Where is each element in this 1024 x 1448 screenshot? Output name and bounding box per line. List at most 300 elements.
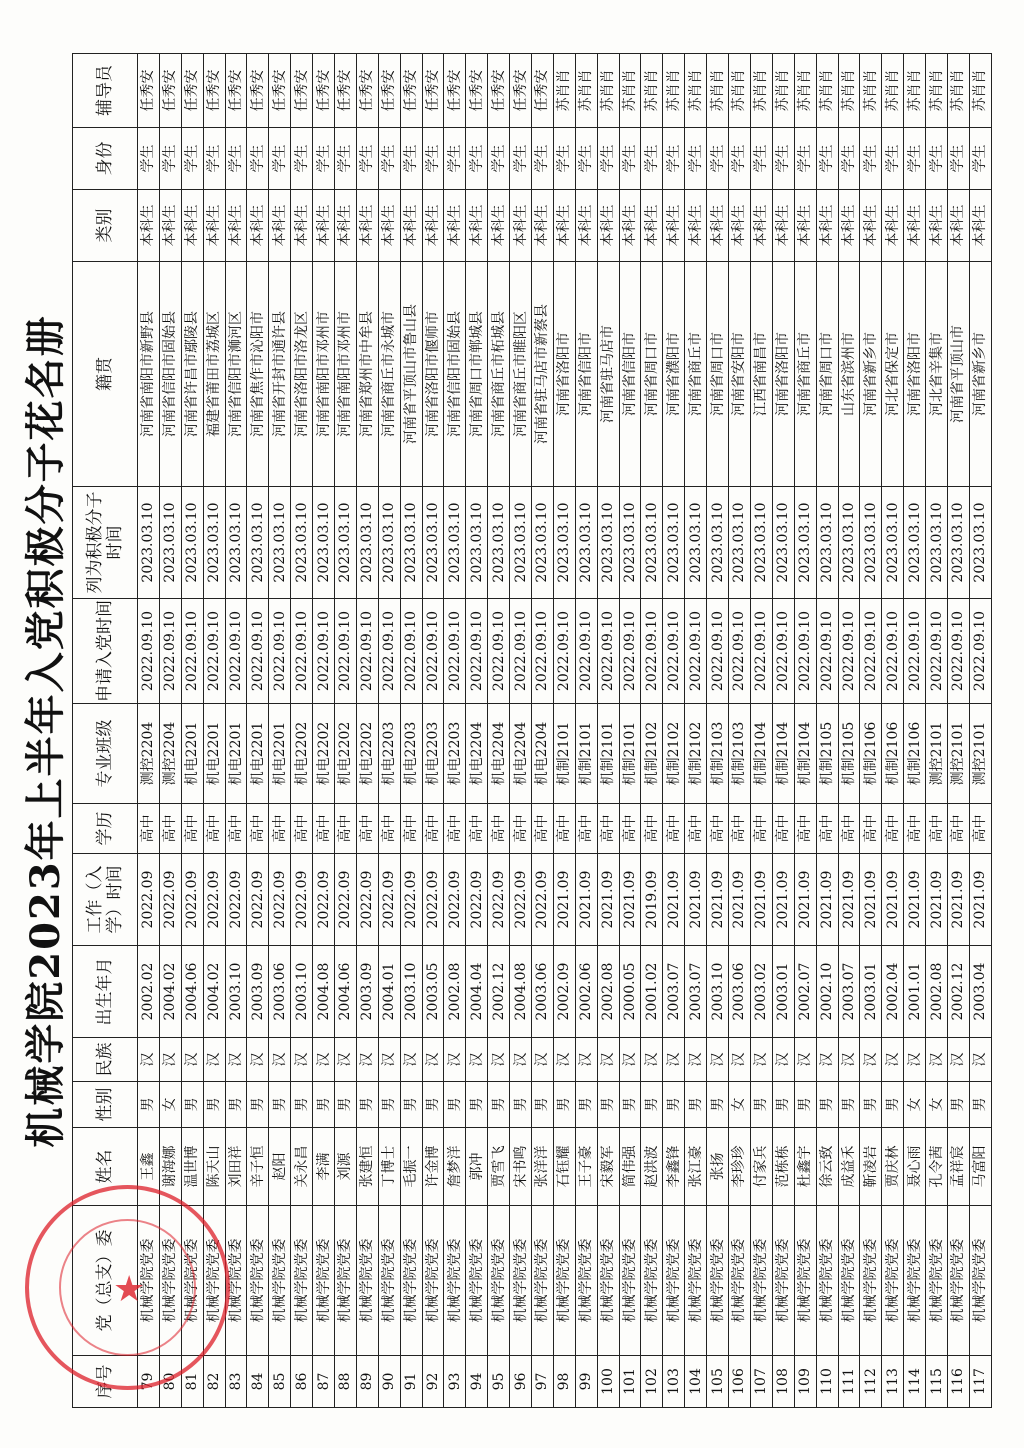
table-cell: 高中 (138, 804, 160, 854)
table-cell: 学生 (203, 128, 225, 190)
table-cell: 测控2101 (926, 704, 948, 804)
table-cell: 2022.09 (356, 854, 378, 946)
table-cell: 2023.03.10 (969, 487, 991, 599)
table-row (860, 54, 882, 1408)
table-row (203, 54, 225, 1408)
table-cell: 机制2101 (597, 704, 619, 804)
table-cell: 2002.02 (138, 946, 160, 1038)
table-cell: 学生 (225, 128, 247, 190)
table-cell: 高中 (707, 804, 729, 854)
table-cell: 本科生 (444, 190, 466, 262)
table-cell: 苏肖肖 (619, 54, 641, 128)
table-cell: 男 (882, 1082, 904, 1128)
table-cell: 2003.01 (772, 946, 794, 1038)
table-cell: 学生 (904, 128, 926, 190)
table-cell: 高中 (422, 804, 444, 854)
table-cell: 测控2204 (159, 704, 181, 804)
table-cell: 本科生 (335, 190, 357, 262)
table-cell: 2023.03.10 (422, 487, 444, 599)
table-cell: 苏肖肖 (575, 54, 597, 128)
table-cell: 95 (488, 1356, 510, 1408)
table-cell: 男 (335, 1082, 357, 1128)
table-cell: 本科生 (225, 190, 247, 262)
table-cell: 学生 (378, 128, 400, 190)
table-cell: 高中 (969, 804, 991, 854)
table-cell: 孔令茜 (926, 1128, 948, 1206)
table-cell: 汉 (750, 1038, 772, 1082)
table-cell: 99 (575, 1356, 597, 1408)
table-cell: 2023.03.10 (335, 487, 357, 599)
table-cell: 男 (269, 1082, 291, 1128)
table-cell: 机械学院党委 (575, 1206, 597, 1356)
table-cell: 2003.10 (291, 946, 313, 1038)
table-cell: 2022.09 (488, 854, 510, 946)
table-cell: 机电2204 (510, 704, 532, 804)
table-cell: 河南省驻马店市新蔡县 (532, 262, 554, 487)
table-cell: 高中 (619, 804, 641, 854)
table-cell: 2023.03.10 (356, 487, 378, 599)
table-cell: 2002.07 (794, 946, 816, 1038)
table-cell: 苏肖肖 (641, 54, 663, 128)
table-cell: 2021.09 (816, 854, 838, 946)
table-cell: 汉 (729, 1038, 751, 1082)
table-cell: 2023.03.10 (641, 487, 663, 599)
table-cell: 高中 (181, 804, 203, 854)
table-cell: 2002.12 (947, 946, 969, 1038)
table-cell: 学生 (882, 128, 904, 190)
table-cell: 王子豪 (575, 1128, 597, 1206)
table-cell: 115 (926, 1356, 948, 1408)
table-cell: 2001.02 (641, 946, 663, 1038)
table-cell: 河北省保定市 (882, 262, 904, 487)
table-cell: 2021.09 (663, 854, 685, 946)
table-cell: 男 (510, 1082, 532, 1128)
table-cell: 本科生 (356, 190, 378, 262)
table-cell: 98 (553, 1356, 575, 1408)
column-header: 民族 (73, 1038, 138, 1082)
table-cell: 河南省新乡市 (969, 262, 991, 487)
table-cell: 2021.09 (575, 854, 597, 946)
table-cell: 2022.09 (444, 854, 466, 946)
table-cell: 机制2104 (772, 704, 794, 804)
table-cell: 101 (619, 1356, 641, 1408)
table-cell: 2019.09 (641, 854, 663, 946)
table-row (422, 54, 444, 1408)
table-row (400, 54, 422, 1408)
table-cell: 机械学院党委 (269, 1206, 291, 1356)
table-cell: 男 (466, 1082, 488, 1128)
table-cell: 机制2103 (729, 704, 751, 804)
table-cell: 本科生 (203, 190, 225, 262)
table-cell: 学生 (247, 128, 269, 190)
table-cell: 83 (225, 1356, 247, 1408)
table-cell: 学生 (422, 128, 444, 190)
table-row (838, 54, 860, 1408)
table-cell: 84 (247, 1356, 269, 1408)
table-cell: 92 (422, 1356, 444, 1408)
column-header: 工作（入学）时间 (73, 854, 138, 946)
table-cell: 87 (313, 1356, 335, 1408)
table-cell: 机械学院党委 (291, 1206, 313, 1356)
table-cell: 2004.08 (313, 946, 335, 1038)
table-cell: 学生 (488, 128, 510, 190)
rotated-sheet (22, 54, 989, 1408)
table-row (707, 54, 729, 1408)
table-cell: 2022.09.10 (269, 599, 291, 704)
table-cell: 2022.09.10 (203, 599, 225, 704)
table-cell: 80 (159, 1356, 181, 1408)
table-cell: 汉 (203, 1038, 225, 1082)
table-cell: 2022.09.10 (816, 599, 838, 704)
table-cell: 河南省新乡市 (860, 262, 882, 487)
table-cell: 2022.09 (225, 854, 247, 946)
table-cell: 河南省平顶山市鲁山县 (400, 262, 422, 487)
table-cell: 山东省滨州市 (838, 262, 860, 487)
table-cell: 本科生 (181, 190, 203, 262)
column-header: 身份 (73, 128, 138, 190)
table-cell: 机制2103 (707, 704, 729, 804)
table-cell: 男 (225, 1082, 247, 1128)
table-cell: 学生 (532, 128, 554, 190)
table-cell: 2023.03.10 (466, 487, 488, 599)
table-cell: 2003.10 (225, 946, 247, 1038)
table-cell: 2022.09 (335, 854, 357, 946)
table-cell: 2023.03.10 (181, 487, 203, 599)
table-cell: 机械学院党委 (904, 1206, 926, 1356)
table-cell: 2023.03.10 (926, 487, 948, 599)
table-cell: 本科生 (641, 190, 663, 262)
table-cell: 机械学院党委 (466, 1206, 488, 1356)
table-body (138, 54, 992, 1408)
table-cell: 本科生 (794, 190, 816, 262)
table-cell: 机制2105 (816, 704, 838, 804)
table-cell: 2003.06 (532, 946, 554, 1038)
star-icon: ★ (113, 1269, 146, 1310)
table-cell: 105 (707, 1356, 729, 1408)
table-cell: 宋书鸣 (510, 1128, 532, 1206)
table-cell: 2004.02 (203, 946, 225, 1038)
table-cell: 2022.09 (378, 854, 400, 946)
table-cell: 河南省安阳市 (729, 262, 751, 487)
table-cell: 河南省平顶山市 (947, 262, 969, 487)
table-cell: 任秀安 (225, 54, 247, 128)
table-cell: 高中 (838, 804, 860, 854)
table-cell: 机制2101 (553, 704, 575, 804)
table-cell: 2002.06 (575, 946, 597, 1038)
table-cell: 学生 (597, 128, 619, 190)
table-cell: 高中 (816, 804, 838, 854)
table-cell: 机械学院党委 (400, 1206, 422, 1356)
table-cell: 111 (838, 1356, 860, 1408)
table-cell: 2002.08 (444, 946, 466, 1038)
table-cell: 宋毅军 (597, 1128, 619, 1206)
table-cell: 2003.09 (356, 946, 378, 1038)
table-cell: 机电2201 (269, 704, 291, 804)
table-cell: 机械学院党委 (553, 1206, 575, 1356)
table-row (750, 54, 772, 1408)
table-cell: 86 (291, 1356, 313, 1408)
table-cell: 机电2203 (422, 704, 444, 804)
table-cell: 学生 (663, 128, 685, 190)
table-cell: 学生 (444, 128, 466, 190)
table-cell: 本科生 (400, 190, 422, 262)
table-row (291, 54, 313, 1408)
table-cell: 机械学院党委 (356, 1206, 378, 1356)
table-cell: 本科生 (378, 190, 400, 262)
table-cell: 机电2202 (356, 704, 378, 804)
table-cell: 2002.12 (488, 946, 510, 1038)
table-cell: 机电2201 (225, 704, 247, 804)
table-cell: 女 (159, 1082, 181, 1128)
table-cell: 2023.03.10 (291, 487, 313, 599)
table-row (904, 54, 926, 1408)
table-cell: 徐云致 (816, 1128, 838, 1206)
table-cell: 2022.09.10 (510, 599, 532, 704)
table-cell: 汉 (335, 1038, 357, 1082)
table-cell: 机械学院党委 (619, 1206, 641, 1356)
table-cell: 机械学院党委 (225, 1206, 247, 1356)
table-cell: 2002.08 (597, 946, 619, 1038)
table-cell: 2022.09 (138, 854, 160, 946)
table-cell: 贾庆林 (882, 1128, 904, 1206)
table-cell: 河南省信阳市 (619, 262, 641, 487)
table-cell: 机械学院党委 (969, 1206, 991, 1356)
table-cell: 2023.03.10 (729, 487, 751, 599)
table-cell: 河南省信阳市 (575, 262, 597, 487)
table-cell: 103 (663, 1356, 685, 1408)
table-cell: 本科生 (575, 190, 597, 262)
table-cell: 男 (203, 1082, 225, 1128)
table-cell: 机电2201 (181, 704, 203, 804)
table-cell: 110 (816, 1356, 838, 1408)
table-cell: 2023.03.10 (510, 487, 532, 599)
table-cell: 本科生 (685, 190, 707, 262)
table-cell: 机电2204 (488, 704, 510, 804)
table-cell: 2004.04 (466, 946, 488, 1038)
table-cell: 2003.10 (400, 946, 422, 1038)
table-cell: 2022.09.10 (488, 599, 510, 704)
table-cell: 高中 (860, 804, 882, 854)
table-cell: 学生 (750, 128, 772, 190)
table-cell: 2003.01 (860, 946, 882, 1038)
table-cell: 2022.09.10 (750, 599, 772, 704)
table-cell: 高中 (904, 804, 926, 854)
table-cell: 男 (138, 1082, 160, 1128)
table-cell: 2003.07 (685, 946, 707, 1038)
table-cell: 郭冲 (466, 1128, 488, 1206)
table-cell: 谢海娜 (159, 1128, 181, 1206)
table-cell: 汉 (400, 1038, 422, 1082)
table-cell: 学生 (619, 128, 641, 190)
table-cell: 汉 (947, 1038, 969, 1082)
table-cell: 本科生 (159, 190, 181, 262)
table-cell: 毛振一 (400, 1128, 422, 1206)
table-row (335, 54, 357, 1408)
table-cell: 本科生 (532, 190, 554, 262)
table-cell: 2004.02 (159, 946, 181, 1038)
table-cell: 聂心雨 (904, 1128, 926, 1206)
table-cell: 2021.09 (969, 854, 991, 946)
table-cell: 丁博士 (378, 1128, 400, 1206)
table-cell: 2021.09 (729, 854, 751, 946)
table-cell: 2022.09.10 (838, 599, 860, 704)
table-cell: 2002.09 (553, 946, 575, 1038)
table-cell: 男 (597, 1082, 619, 1128)
table-cell: 江西省南昌市 (750, 262, 772, 487)
table-cell: 学生 (772, 128, 794, 190)
table-cell: 男 (816, 1082, 838, 1128)
table-cell: 男 (444, 1082, 466, 1128)
table-row (816, 54, 838, 1408)
table-cell: 机械学院党委 (663, 1206, 685, 1356)
table-cell: 学生 (159, 128, 181, 190)
table-cell: 2023.03.10 (882, 487, 904, 599)
table-cell: 2022.09.10 (882, 599, 904, 704)
table-cell: 男 (750, 1082, 772, 1128)
column-header: 申请入党时间 (73, 599, 138, 704)
table-cell: 机械学院党委 (882, 1206, 904, 1356)
table-cell: 2002.10 (816, 946, 838, 1038)
table-cell: 高中 (356, 804, 378, 854)
table-row (663, 54, 685, 1408)
table-cell: 汉 (181, 1038, 203, 1082)
table-cell: 本科生 (750, 190, 772, 262)
table-cell: 本科生 (772, 190, 794, 262)
table-cell: 任秀安 (291, 54, 313, 128)
table-cell: 任秀安 (313, 54, 335, 128)
table-row (553, 54, 575, 1408)
table-cell: 2022.09.10 (685, 599, 707, 704)
table-cell: 2022.09 (400, 854, 422, 946)
table-cell: 汉 (225, 1038, 247, 1082)
table-cell: 2003.07 (663, 946, 685, 1038)
table-cell: 2022.09.10 (313, 599, 335, 704)
table-cell: 高中 (575, 804, 597, 854)
table-cell: 学生 (641, 128, 663, 190)
table-row (947, 54, 969, 1408)
table-cell: 2023.03.10 (444, 487, 466, 599)
table-cell: 2023.03.10 (138, 487, 160, 599)
column-header: 列为积极分子时间 (73, 487, 138, 599)
table-row (488, 54, 510, 1408)
table-cell: 2022.09.10 (641, 599, 663, 704)
table-cell: 2022.09.10 (532, 599, 554, 704)
table-row (641, 54, 663, 1408)
table-cell: 男 (356, 1082, 378, 1128)
table-cell: 90 (378, 1356, 400, 1408)
table-cell: 2022.09.10 (247, 599, 269, 704)
table-cell: 机制2102 (663, 704, 685, 804)
table-row (926, 54, 948, 1408)
table-cell: 苏肖肖 (772, 54, 794, 128)
table-cell: 100 (597, 1356, 619, 1408)
table-cell: 机械学院党委 (597, 1206, 619, 1356)
table-cell: 任秀安 (400, 54, 422, 128)
table-cell: 2022.09.10 (663, 599, 685, 704)
table-cell: 2022.09 (269, 854, 291, 946)
table-cell: 河南省驻马店市 (597, 262, 619, 487)
table-cell: 机电2201 (247, 704, 269, 804)
column-header: 党（总支）委 (73, 1206, 138, 1356)
table-cell: 汉 (685, 1038, 707, 1082)
table-cell: 苏肖肖 (904, 54, 926, 128)
table-cell: 2003.09 (247, 946, 269, 1038)
table-cell: 汉 (882, 1038, 904, 1082)
table-row (313, 54, 335, 1408)
table-cell: 学生 (729, 128, 751, 190)
table-cell: 河南省商丘市睢阳区 (510, 262, 532, 487)
table-cell: 石钰耀 (553, 1128, 575, 1206)
table-cell: 男 (400, 1082, 422, 1128)
table-cell: 高中 (641, 804, 663, 854)
table-cell: 汉 (641, 1038, 663, 1082)
table-cell: 高中 (663, 804, 685, 854)
table-cell: 机械学院党委 (532, 1206, 554, 1356)
table-cell: 河南省南阳市邓州市 (313, 262, 335, 487)
table-cell: 苏肖肖 (729, 54, 751, 128)
table-cell: 2021.09 (750, 854, 772, 946)
table-cell: 2022.09.10 (444, 599, 466, 704)
column-header: 性别 (73, 1082, 138, 1128)
table-cell: 学生 (838, 128, 860, 190)
table-cell: 机电2204 (466, 704, 488, 804)
table-cell: 机械学院党委 (750, 1206, 772, 1356)
table-cell: 2003.04 (969, 946, 991, 1038)
column-header: 学历 (73, 804, 138, 854)
table-cell: 高中 (335, 804, 357, 854)
table-cell: 2022.09.10 (335, 599, 357, 704)
table-cell: 108 (772, 1356, 794, 1408)
table-cell: 本科生 (816, 190, 838, 262)
table-cell: 詹梦洋 (444, 1128, 466, 1206)
table-cell: 本科生 (553, 190, 575, 262)
table-cell: 汉 (247, 1038, 269, 1082)
table-cell: 机械学院党委 (313, 1206, 335, 1356)
table-row (969, 54, 991, 1408)
table-row (882, 54, 904, 1408)
table-cell: 高中 (926, 804, 948, 854)
table-cell: 机械学院党委 (816, 1206, 838, 1356)
table-cell: 高中 (400, 804, 422, 854)
table-row (794, 54, 816, 1408)
table-cell: 男 (663, 1082, 685, 1128)
table-cell: 2023.03.10 (225, 487, 247, 599)
table-cell: 2022.09 (422, 854, 444, 946)
table-cell: 任秀安 (269, 54, 291, 128)
table-cell: 高中 (532, 804, 554, 854)
table-cell: 2023.03.10 (816, 487, 838, 599)
table-cell: 2022.09 (203, 854, 225, 946)
table-cell: 2021.09 (882, 854, 904, 946)
table-cell: 高中 (947, 804, 969, 854)
table-cell: 福建省莆田市荔城区 (203, 262, 225, 487)
table-cell: 河南省商丘市 (685, 262, 707, 487)
table-row (575, 54, 597, 1408)
column-header: 籍贯 (73, 262, 138, 487)
table-cell: 河南省周口市 (816, 262, 838, 487)
table-cell: 孟祥宸 (947, 1128, 969, 1206)
table-cell: 任秀安 (356, 54, 378, 128)
table-cell: 任秀安 (488, 54, 510, 128)
table-cell: 2021.09 (794, 854, 816, 946)
table-cell: 2003.06 (269, 946, 291, 1038)
table-cell: 97 (532, 1356, 554, 1408)
table-cell: 学生 (794, 128, 816, 190)
table-cell: 男 (422, 1082, 444, 1128)
table-cell: 汉 (926, 1038, 948, 1082)
table-cell: 学生 (926, 128, 948, 190)
table-cell: 2004.06 (181, 946, 203, 1038)
